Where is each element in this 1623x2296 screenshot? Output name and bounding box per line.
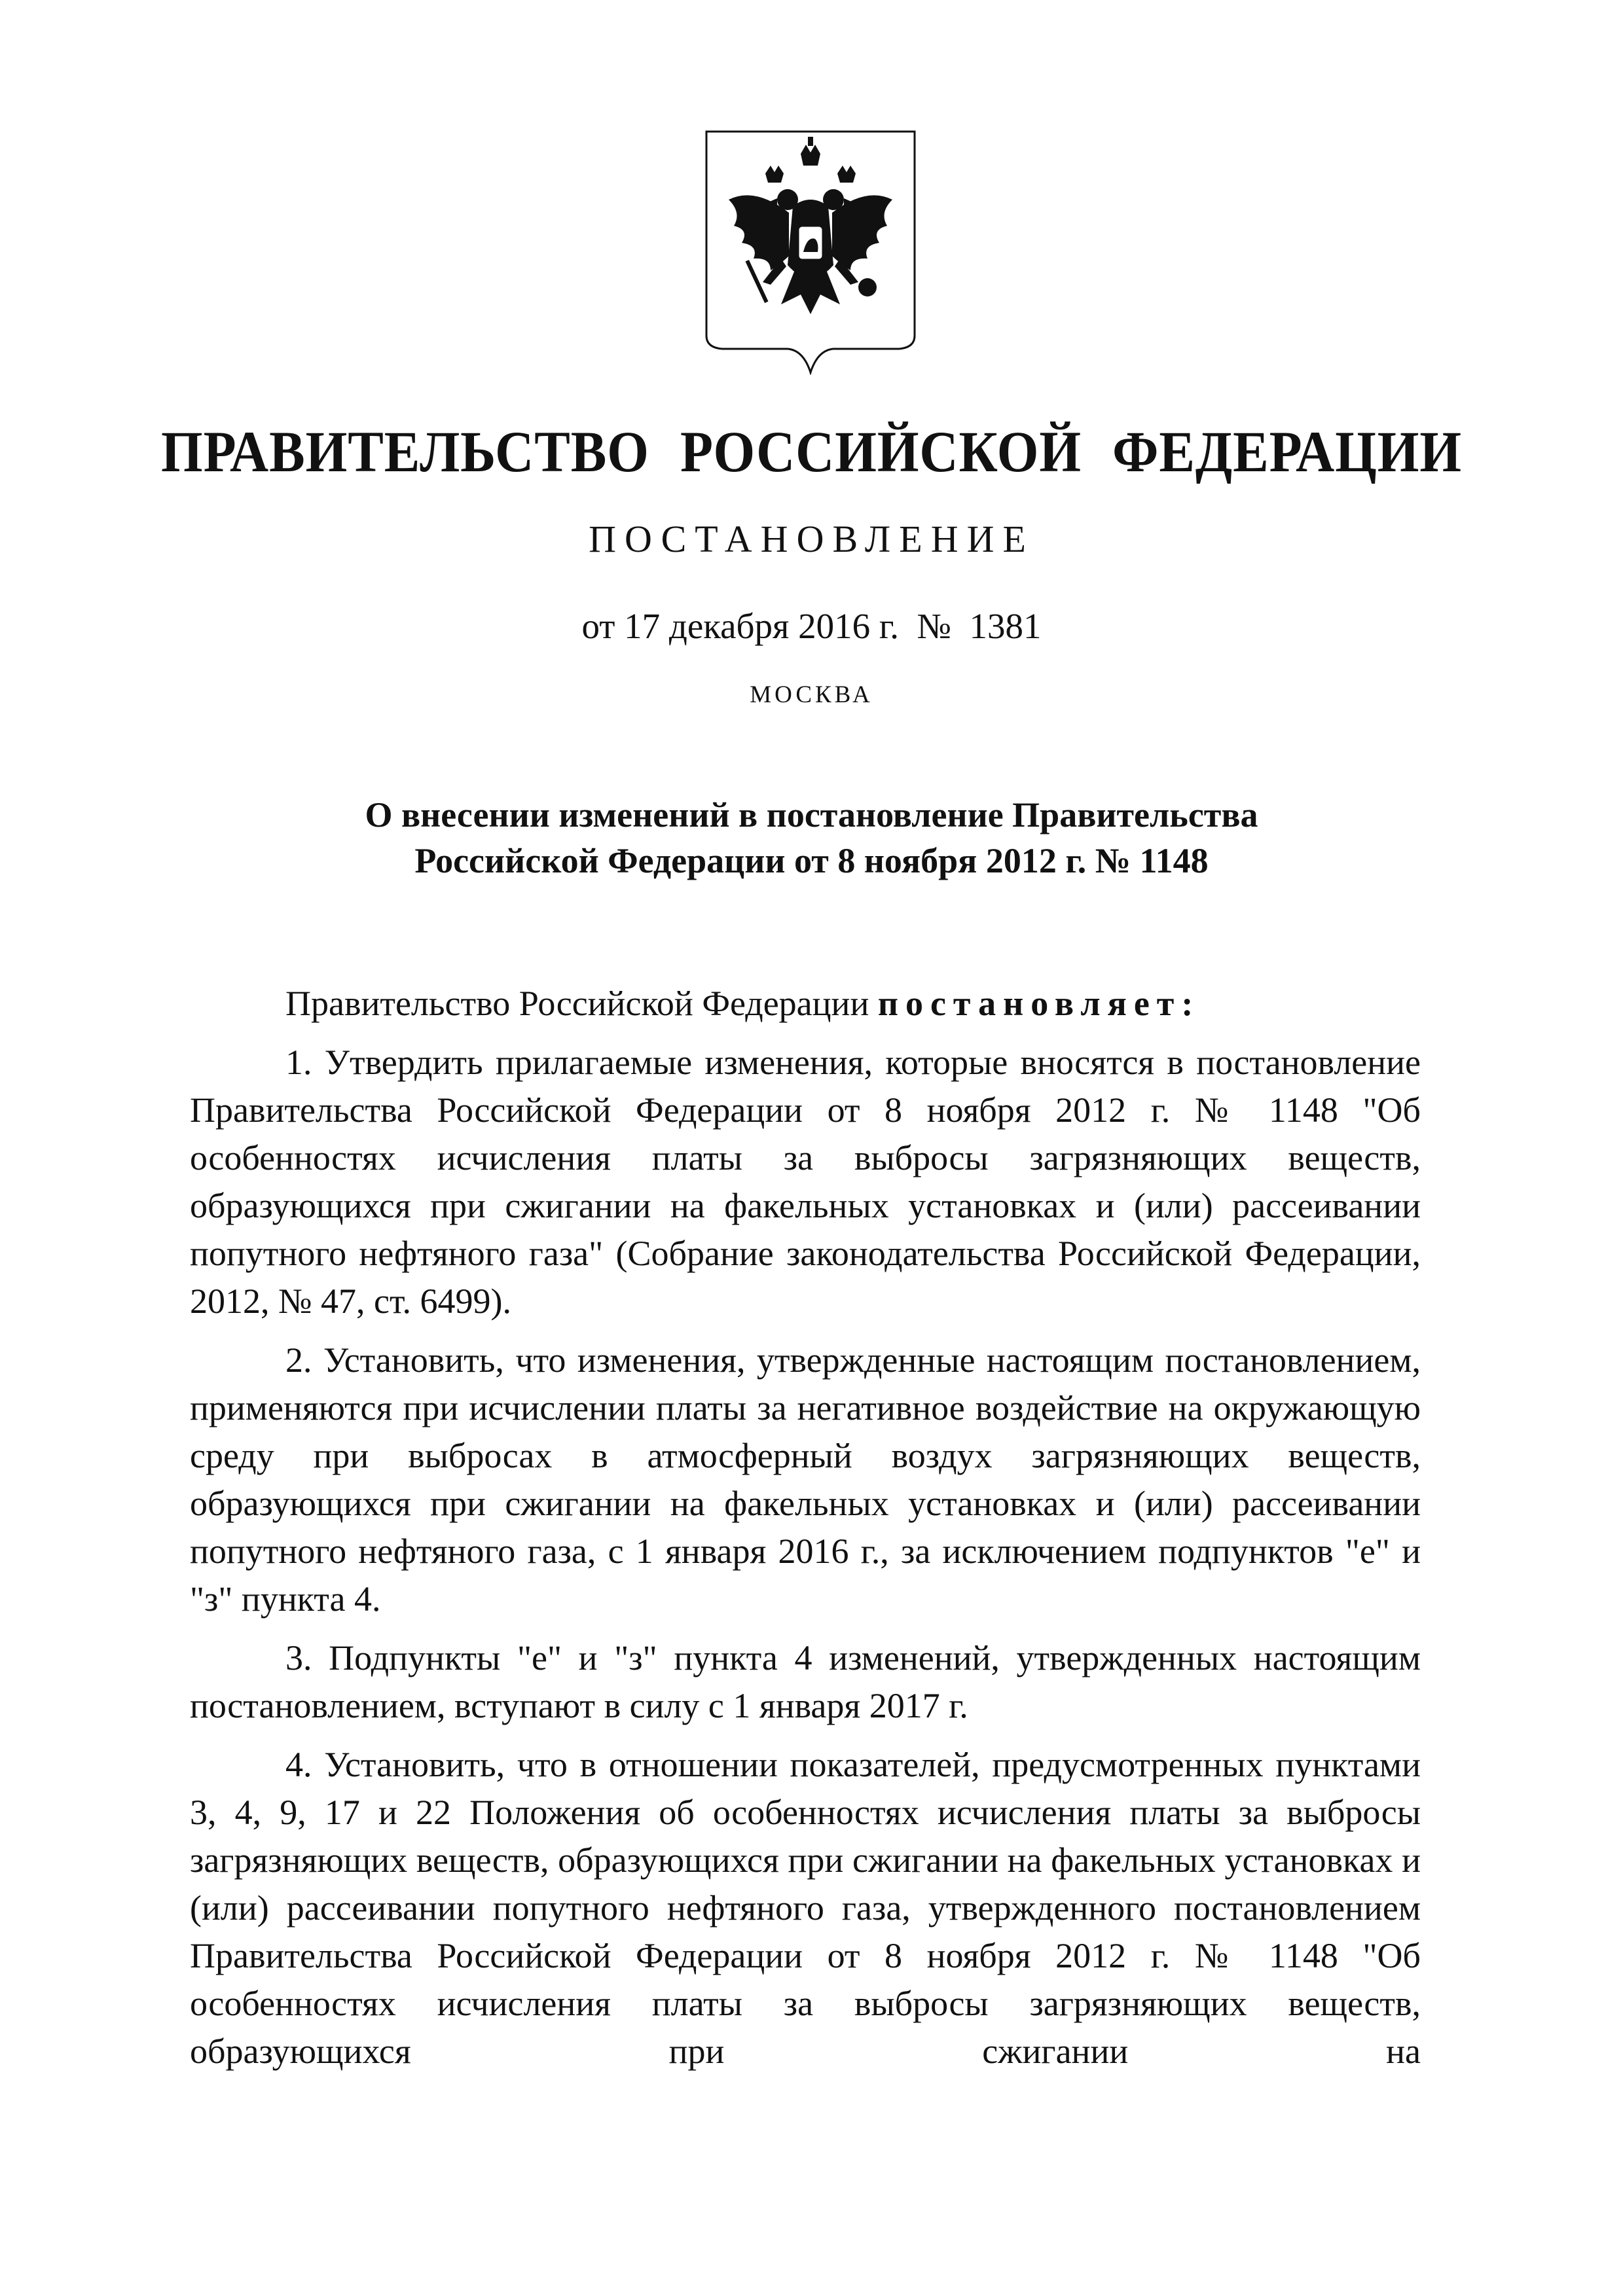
date-line	[0, 605, 1623, 647]
document-type: ПОСТАНОВЛЕНИЕ	[589, 518, 1034, 560]
government-title: ПРАВИТЕЛЬСТВО РОССИЙСКОЙ ФЕДЕРАЦИИ	[160, 420, 1463, 484]
number-sign: №	[917, 606, 951, 646]
paragraph-2: 2. Установить, что изменения, утвержденные настоящим постановлением, применяются при исчислении платы за негативное воздействие на окружающую среду при выбросах в атмосферный воздух загрязняющих веществ, образующихся при сжигании на факельных установках и (или) рассеивании попутного нефтяного газа, с 1 января 2016 г., за исключением подпунктов "е" и "з" пункта 4.	[190, 1340, 1421, 1619]
intro-paragraph	[190, 980, 1421, 1028]
document-date: 17 декабря 2016 г.	[624, 606, 899, 646]
city: МОСКВА	[750, 681, 873, 708]
paragraph-1: 1. Утвердить прилагаемые изменения, которые вносятся в постановление Правительства Российской Федерации от 8 ноября 2012 г. № 1148 "Об особенностях исчисления платы за выбросы загрязняющих веществ, образующихся при сжигании на факельных установках и (или) рассеивании попутного нефтяного газа" (Собрание законодательства Российской Федерации, 2012, № 47, ст. 6499).	[190, 1043, 1421, 1321]
subject-line-2: Российской Федерации от 8 ноября 2012 г. № 1148	[414, 841, 1209, 880]
state-emblem-icon	[702, 128, 919, 375]
subject-line-1: О внесении изменений в постановление Правительства	[365, 795, 1258, 834]
intro-text: Правительство Российской Федерации	[285, 984, 878, 1023]
document-subject	[0, 792, 1623, 884]
intro-keyword: постановляет:	[877, 984, 1201, 1023]
document-body	[190, 980, 1421, 2075]
paragraph-4: 4. Установить, что в отношении показателей, предусмотренных пунктами 3, 4, 9, 17 и 22 Положения об особенностях исчисления платы за выбросы загрязняющих веществ, образующихся при сжигании на факельных установках и (или) рассеивании попутного нефтяного газа, утвержденного постановлением Правительства Российской Федерации от 8 ноября 2012 г. № 1148 "Об особенностях исчисления платы за выбросы загрязняющих веществ, образующихся при сжигании на	[190, 1745, 1421, 2071]
paragraph-3: 3. Подпункты "е" и "з" пункта 4 изменений, утвержденных настоящим постановлением, вступают в силу с 1 января 2017 г.	[190, 1638, 1421, 1725]
date-prefix: от	[581, 606, 615, 646]
document-number: 1381	[969, 606, 1042, 646]
